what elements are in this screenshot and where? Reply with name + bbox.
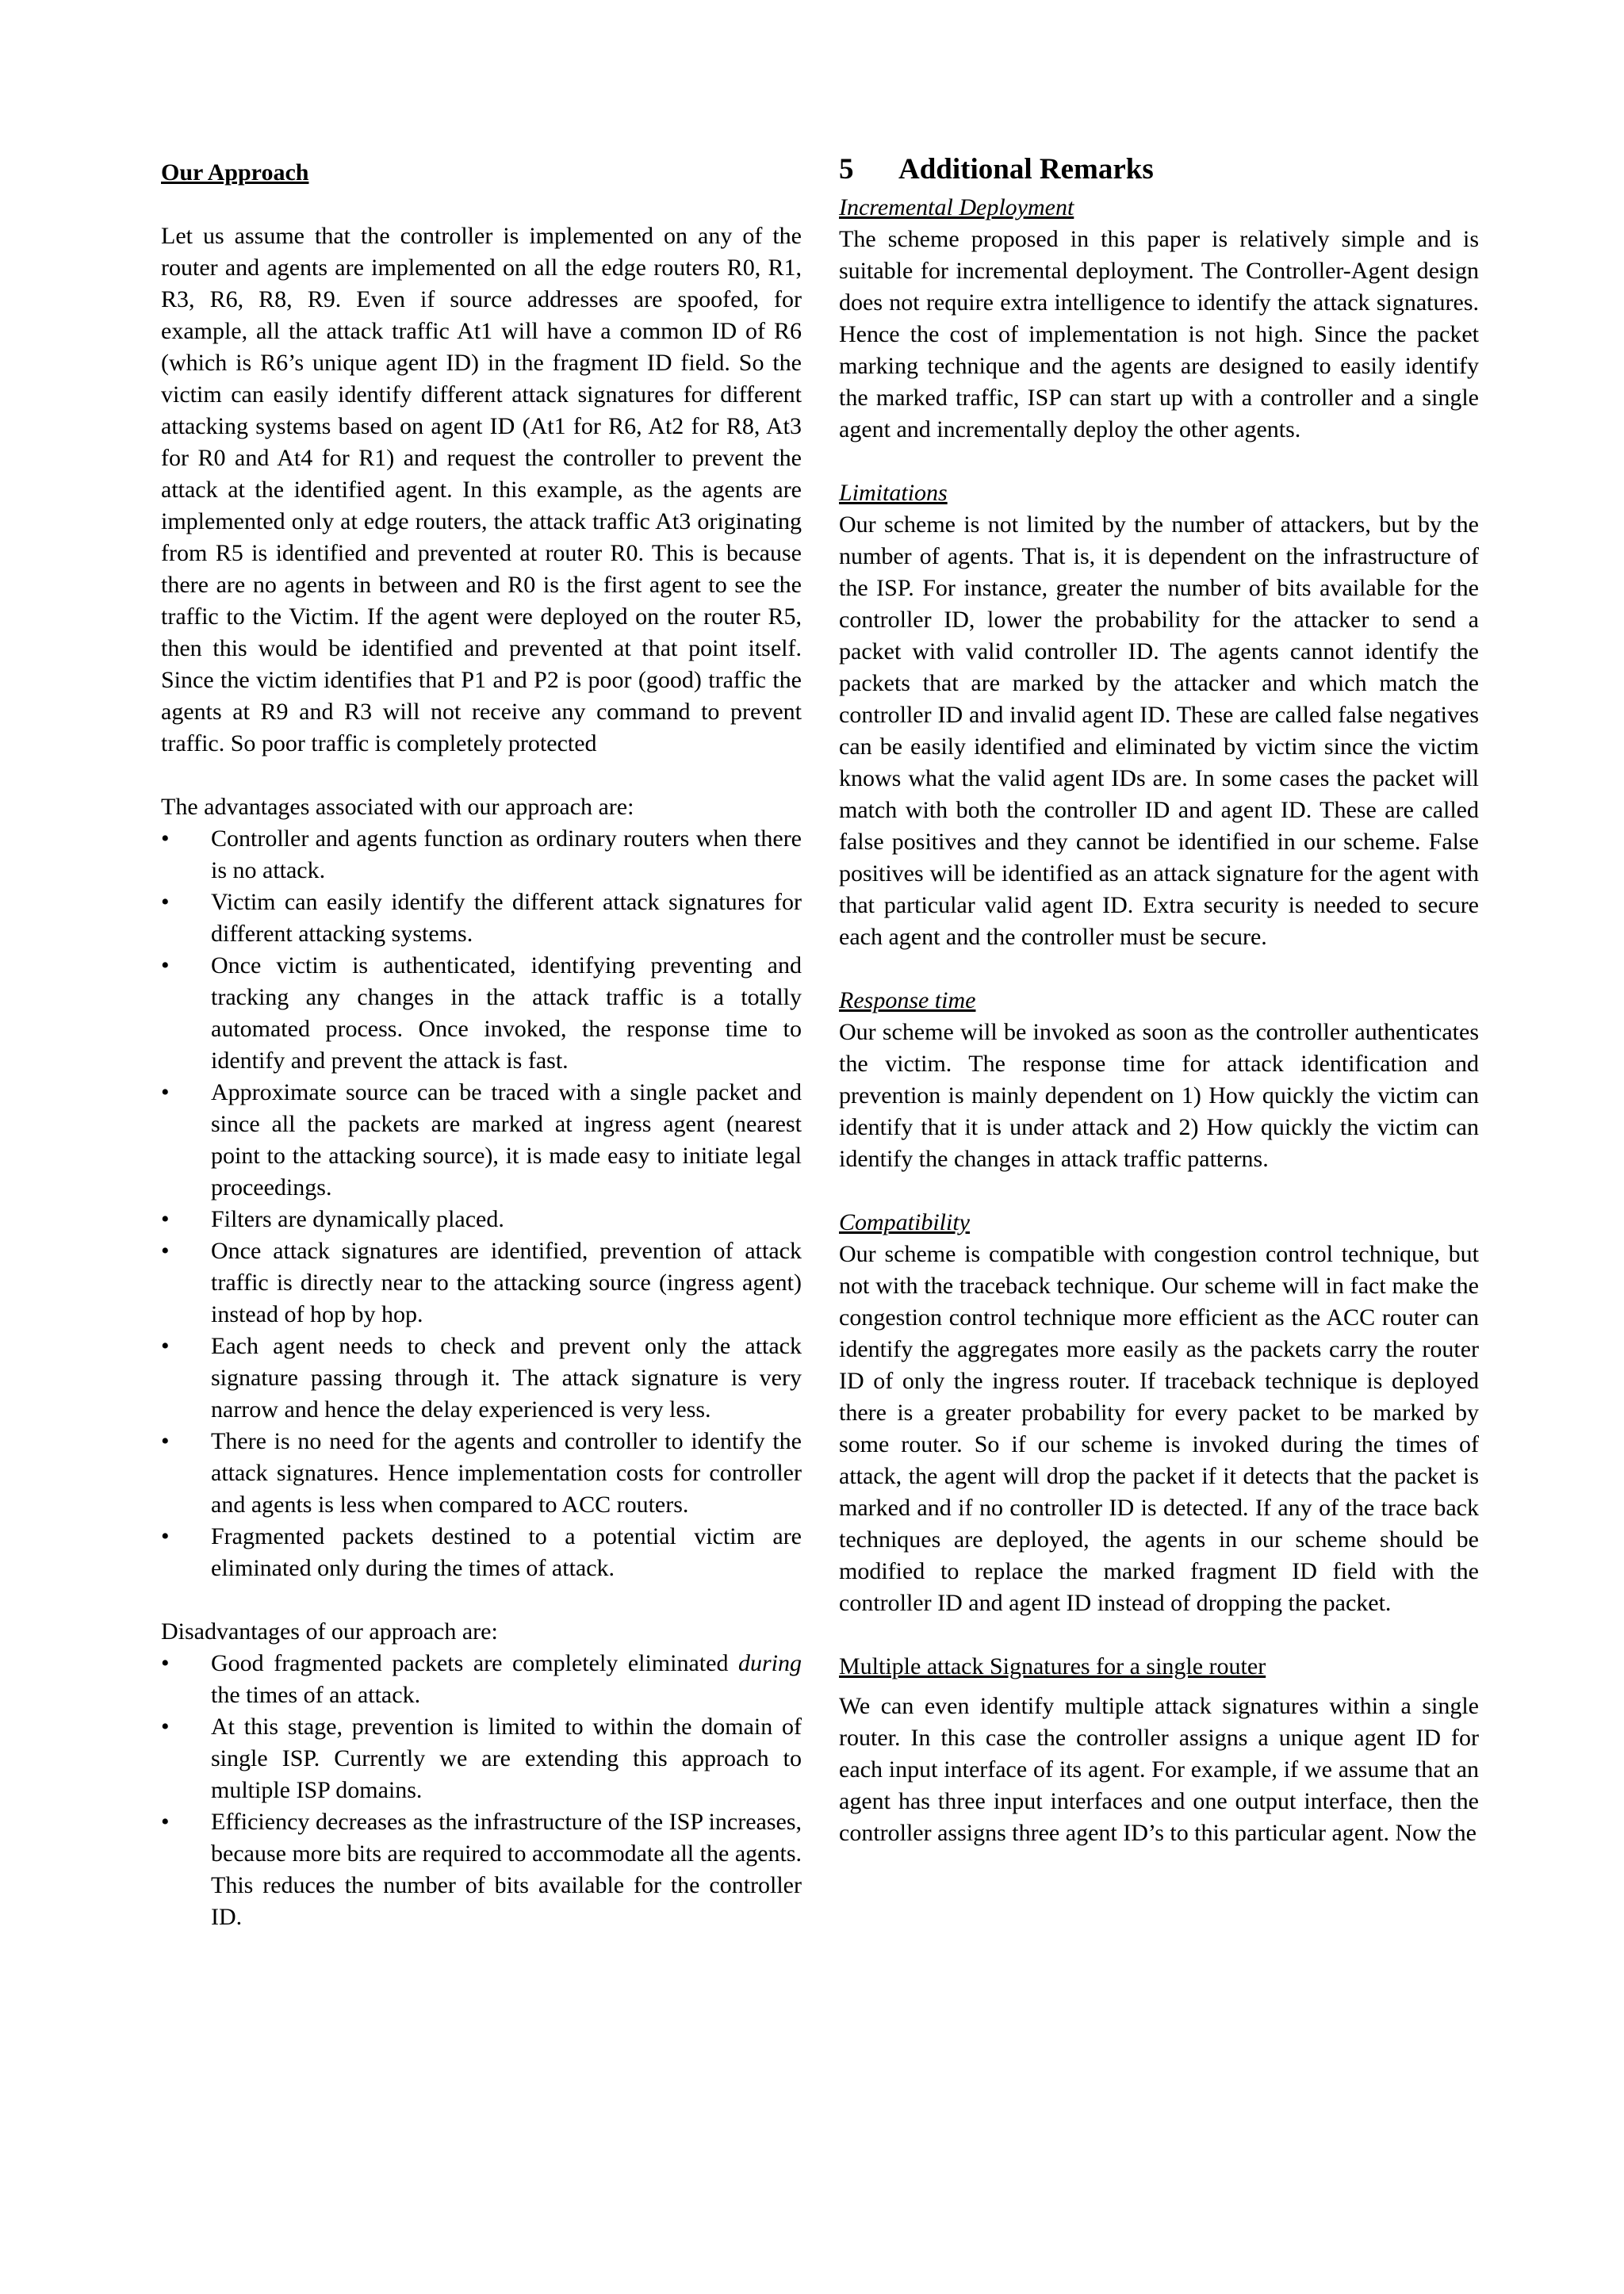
disadvantage-item: • Good fragmented packets are completely eliminated during the times of an attack. [161,1648,802,1711]
bullet-icon: • [161,889,170,915]
our-approach-heading: Our Approach [161,159,309,186]
bullet-icon: • [161,1333,170,1359]
response-time-heading: Response time [839,987,976,1013]
advantage-item: • Each agent needs to check and prevent only the attack signature passing through it. The attack signature is very narrow and hence the delay experienced is very less. [161,1331,802,1426]
advantages-list [161,823,802,1584]
advantage-item: • Controller and agents function as ordinary routers when there is no attack. [161,823,802,887]
incremental-deployment-text: The scheme proposed in this paper is relatively simple and is suitable for incremental deployment. The Controller-Agent design does not require extra intelligence to identify the attack signatures. Hence the cost of implementation is not high. Since the packet marking technique and the agents are designed to easily identify the marked traffic, ISP can start up with a controller and a single agent and incrementally deploy the other agents. [839,226,1479,442]
advantage-item: • Approximate source can be traced with a single packet and since all the packets are marked at ingress agent (nearest point to the attacking source), it is made easy to initiate legal proceedings. [161,1077,802,1204]
multiple-signatures-text: We can even identify multiple attack signatures within a single router. In this case the controller assigns a unique agent ID for each input interface of its agent. For example, if we assume that an agent has three input interfaces and one output interface, then the controller assigns three agent ID’s to this particular agent. Now the [839,1693,1479,1846]
bullet-icon: • [161,1206,170,1232]
disadvantage-item: • Efficiency decreases as the infrastructure of the ISP increases, because more bits are required to accommodate all the agents. This reduces the number of bits available for the controller ID. [161,1806,802,1933]
compatibility-text: Our scheme is compatible with congestion control technique, but not with the traceback technique. Our scheme will in fact make the congestion control technique more efficient as the ACC router can identify the aggregates more easily as the packets carry the router ID of only the ingress router. If traceback technique is deployed there is a greater probability for every packet to be marked by some router. So if our scheme is invoked during the times of attack, the agent will drop the packet if it detects that the packet is marked and if no controller ID is detected. If any of the trace back techniques are deployed, the agents in our scheme should be modified to replace the marked fragment ID field with the controller ID and agent ID instead of dropping the packet. [839,1241,1479,1616]
advantage-item: • There is no need for the agents and controller to identify the attack signatures. Hence implementation costs for controller and agents is less when compared to ACC routers. [161,1426,802,1521]
bullet-icon: • [161,1714,170,1740]
bullet-icon: • [161,952,170,978]
advantage-item: • Once victim is authenticated, identifying preventing and tracking any changes in the attack traffic is a totally automated process. Once invoked, the response time to identify and prevent the attack is fast. [161,950,802,1077]
response-time-text: Our scheme will be invoked as soon as the controller authenticates the victim. The response time for attack identification and prevention is mainly dependent on 1) How quickly the victim can identify that it is under attack and 2) How quickly the victim can identify the changes in attack traffic patterns. [839,1019,1479,1172]
left-column [161,157,802,1933]
approach-paragraph: Let us assume that the controller is implemented on any of the router and agents are implemented on all the edge routers R0, R1, R3, R6, R8, R9. Even if source addresses are spoofed, for example, all the attack traffic At1 will have a common ID of R6 (which is R6’s unique agent ID) in the fragment ID field. So the victim can easily identify different attack signatures for different attacking systems based on agent ID (At1 for R6, At2 for R8, At3 for R0 and At4 for R1) and request the controller to prevent the attack at the identified agent. In this example, as the agents are implemented only at edge routers, the attack traffic At3 originating from R5 is identified and prevented at router R0. This is because there are no agents in between and R0 is the first agent to see the traffic to the Victim. If the agent were deployed on the router R5, then this would be identified and prevented at that point itself. Since the victim identifies that P1 and P2 is poor (good) traffic the agents at R9 and R3 will not receive any command to prevent traffic. So poor traffic is completely protected [161,223,802,756]
bullet-icon: • [161,1650,170,1676]
bullet-icon: • [161,1238,170,1264]
advantage-item: • Victim can easily identify the different attack signatures for different attacking systems. [161,887,802,950]
bullet-icon: • [161,1428,170,1454]
bullet-icon: • [161,1523,170,1549]
advantages-intro: The advantages associated with our approach are: [161,794,634,820]
section-heading [839,151,1479,189]
bullet-icon: • [161,1079,170,1105]
disadvantage-item: • At this stage, prevention is limited to within the domain of single ISP. Currently we are extending this approach to multiple ISP domains. [161,1711,802,1806]
incremental-deployment-heading: Incremental Deployment [839,194,1074,220]
section-title: Additional Remarks [898,153,1154,186]
advantage-item: • Filters are dynamically placed. [161,1204,802,1235]
limitations-text: Our scheme is not limited by the number of attackers, but by the number of agents. That is, it is dependent on the infrastructure of the ISP. For instance, greater the number of bits available for the controller ID, lower the probability for the attacker to send a packet with valid controller ID. The agents cannot identify the packets that are marked by the attacker and which match the controller ID and invalid agent ID. These are called false negatives can be easily identified and eliminated by victim since the victim knows what the valid agent IDs are. In some cases the packet will match with both the controller ID and agent ID. These are called false positives and they cannot be identified in our scheme. False positives will be identified as an attack signature for the agent with that particular valid agent ID. Extra security is needed to secure each agent and the controller must be secure. [839,511,1479,950]
disadvantages-list [161,1648,802,1933]
right-column [839,153,1479,1849]
disadvantages-intro: Disadvantages of our approach are: [161,1618,498,1645]
advantage-item: • Fragmented packets destined to a potential victim are eliminated only during the times of attack. [161,1521,802,1584]
bullet-icon: • [161,825,170,852]
limitations-heading: Limitations [839,480,948,506]
advantage-item: • Once attack signatures are identified, prevention of attack traffic is directly near to the attacking source (ingress agent) instead of hop by hop. [161,1235,802,1331]
section-number: 5 [839,153,854,186]
bullet-icon: • [161,1809,170,1835]
multiple-signatures-heading: Multiple attack Signatures for a single router [839,1653,1266,1679]
compatibility-heading: Compatibility [839,1209,970,1235]
